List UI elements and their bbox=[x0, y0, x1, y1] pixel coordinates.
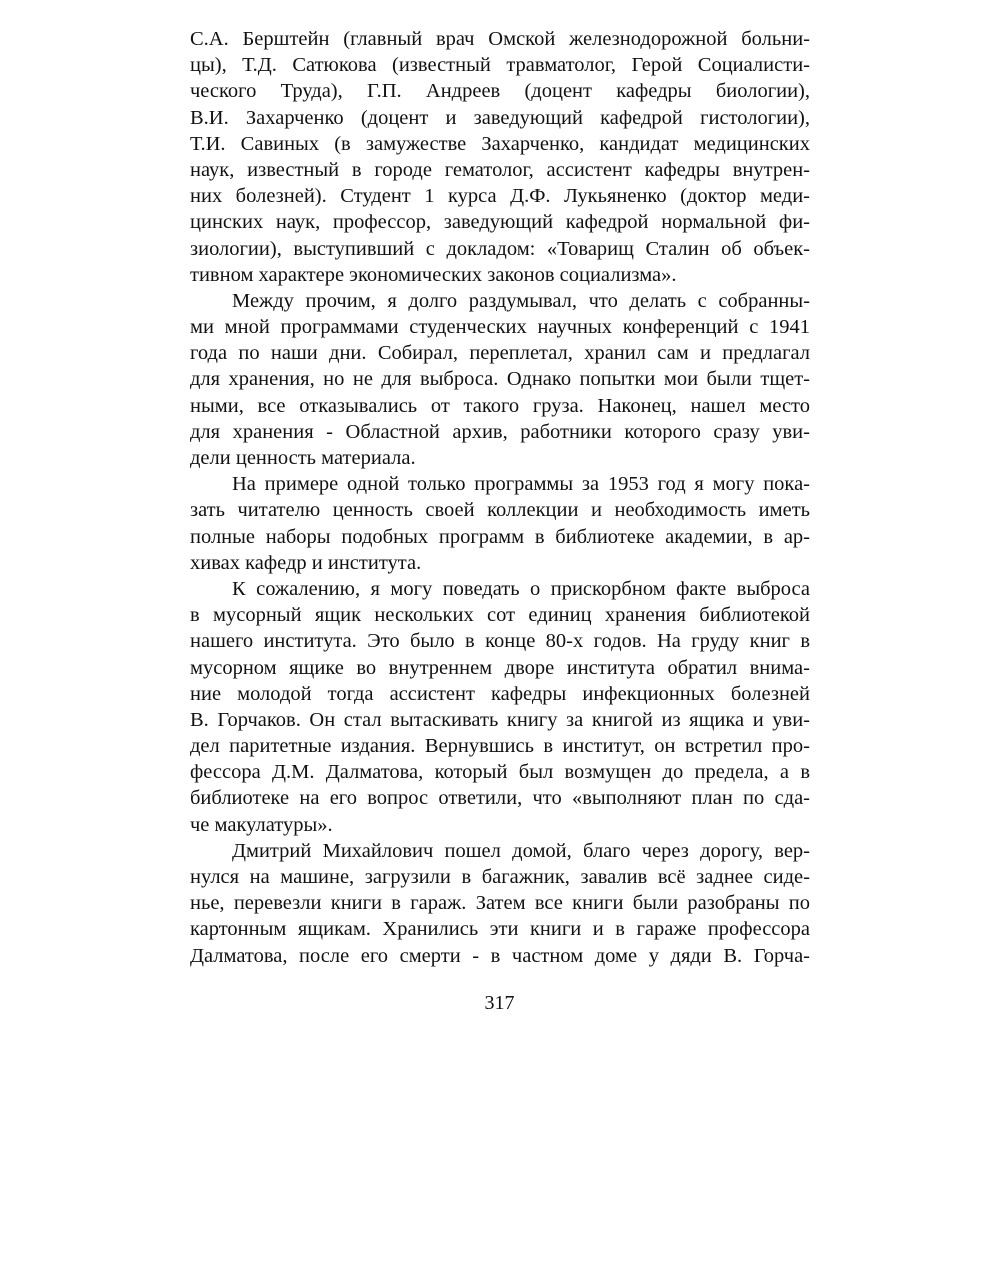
text-line: В. Горчаков. Он стал вытаскивать книгу за книгой из ящика и уви- bbox=[190, 708, 810, 731]
text-line: че макулатуры». bbox=[190, 813, 333, 836]
page-number: 317 bbox=[484, 992, 515, 1014]
text-line: С.А. Берштейн (главный врач Омской железнодорожной больни- bbox=[190, 28, 810, 50]
text-line: Между прочим, я долго раздумывал, что делать с собранны- bbox=[232, 289, 810, 312]
text-line: Т.И. Савиных (в замужестве Захарченко, кандидат медицинских bbox=[190, 132, 810, 155]
text-line: мусорном ящике во внутреннем дворе института обратил внима- bbox=[190, 656, 810, 679]
text-line: для хранения, но не для выброса. Однако попытки мои были тщет- bbox=[190, 368, 810, 391]
text-line: нье, перевезли книги в гараж. Затем все книги были разобраны по bbox=[190, 892, 810, 915]
text-line: них болезней). Студент 1 курса Д.Ф. Лукьяненко (доктор меди- bbox=[190, 185, 810, 208]
text-line: цы), Т.Д. Сатюкова (известный травматолог, Герой Социалисти- bbox=[190, 54, 810, 77]
text-line: Далматова, после его смерти - в частном доме у дяди В. Горча- bbox=[190, 944, 810, 967]
paragraph-2 bbox=[190, 288, 810, 471]
text-line: ческого Труда), Г.П. Андреев (доцент кафедры биологии), bbox=[190, 80, 810, 103]
paragraph-4 bbox=[190, 576, 810, 838]
body-text bbox=[190, 26, 810, 969]
text-line: В.И. Захарченко (доцент и заведующий кафедрой гистологии), bbox=[190, 106, 810, 129]
text-line: библиотеке на его вопрос ответили, что «выполняют план по сда- bbox=[190, 787, 810, 810]
text-line: хивах кафедр и института. bbox=[190, 551, 422, 574]
text-line: ние молодой тогда ассистент кафедры инфекционных болезней bbox=[190, 682, 810, 705]
text-line: дел паритетные издания. Вернувшись в институт, он встретил про- bbox=[190, 735, 810, 758]
text-line: цинских наук, профессор, заведующий кафедрой нормальной фи- bbox=[190, 211, 810, 234]
text-line: картонным ящикам. Хранились эти книги и в гараже профессора bbox=[190, 918, 810, 941]
text-line: зать читателю ценность своей коллекции и необходимость иметь bbox=[190, 499, 810, 522]
paragraph-3 bbox=[190, 471, 810, 576]
text-line: наук, известный в городе гематолог, ассистент кафедры внутрен- bbox=[190, 158, 810, 181]
text-line: нашего института. Это было в конце 80-х годов. На груду книг в bbox=[190, 630, 810, 653]
text-line: нулся на машине, загрузили в багажник, завалив всё заднее сиде- bbox=[190, 866, 810, 888]
text-line: года по наши дни. Собирал, переплетал, хранил сам и предлагал bbox=[190, 342, 810, 365]
text-line: для хранения - Областной архив, работники которого сразу уви- bbox=[190, 420, 810, 443]
text-line: ми мной программами студенческих научных конференций с 1941 bbox=[190, 316, 810, 339]
paragraph-1 bbox=[190, 26, 810, 288]
text-line: ными, все отказывались от такого груза. Наконец, нашел место bbox=[190, 394, 810, 417]
text-line: полные наборы подобных программ в библиотеке академии, в ар- bbox=[190, 525, 810, 548]
text-line: На примере одной только программы за 1953 год я могу пока- bbox=[232, 473, 810, 496]
text-line: дели ценность материала. bbox=[190, 447, 416, 469]
paragraph-5 bbox=[190, 838, 810, 969]
text-line: тивном характере экономических законов социализма». bbox=[190, 263, 677, 286]
text-line: в мусорный ящик нескольких сот единиц хранения библиотекой bbox=[190, 604, 810, 627]
text-line: зиологии), выступивший с докладом: «Товарищ Сталин об объек- bbox=[190, 237, 810, 260]
text-line: фессора Д.М. Далматова, который был возмущен до предела, а в bbox=[190, 761, 810, 784]
text-line: К сожалению, я могу поведать о прискорбном факте выброса bbox=[232, 577, 810, 600]
text-line: Дмитрий Михайлович пошел домой, благо через дорогу, вер- bbox=[232, 839, 810, 862]
